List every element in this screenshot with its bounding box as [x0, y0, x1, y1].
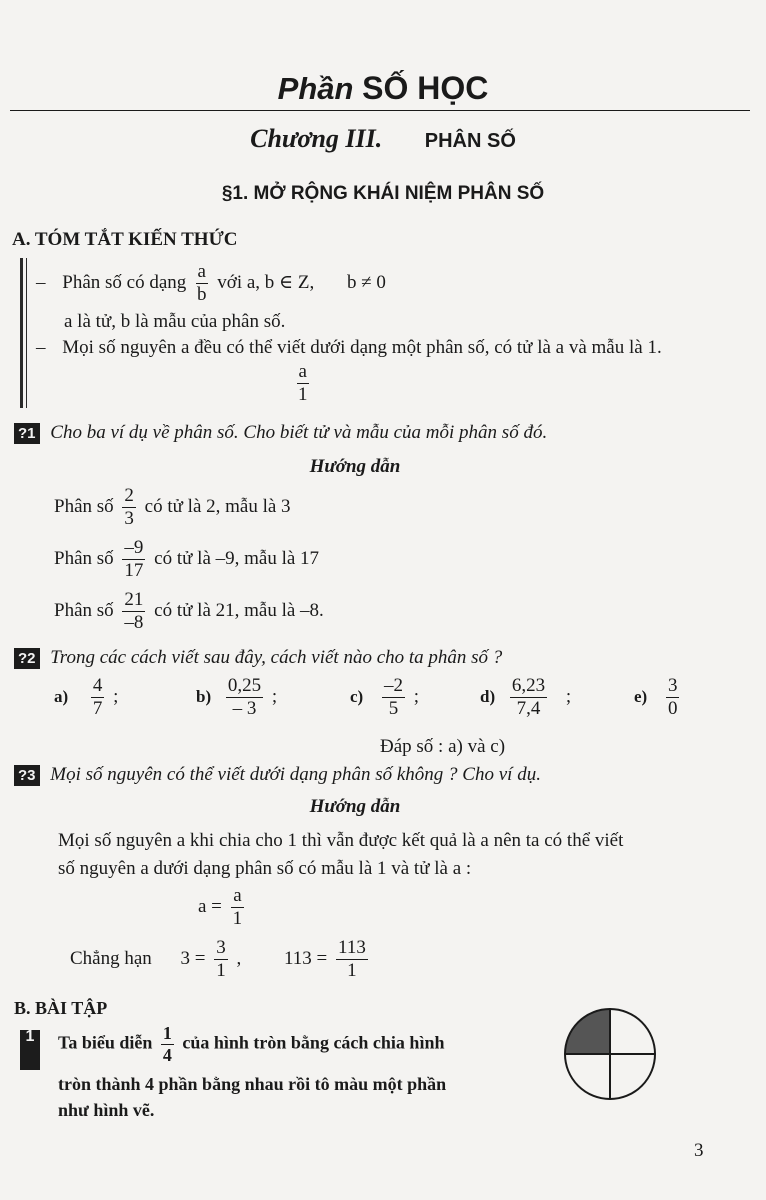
fraction — [510, 676, 547, 719]
exercise-line-1 — [58, 1024, 444, 1065]
numerator: 2 — [124, 485, 134, 506]
fraction — [122, 486, 136, 529]
example-1 — [54, 486, 291, 529]
fraction — [122, 590, 145, 633]
fraction-a-1 — [296, 362, 310, 405]
option-c — [350, 676, 419, 719]
text: Phân số — [54, 599, 114, 621]
exercise-line-2: tròn thành 4 phần bằng nhau rồi tô màu một phần — [58, 1074, 447, 1094]
numerator: a — [233, 885, 242, 906]
option-b — [196, 676, 277, 719]
equation — [198, 886, 248, 929]
summary-line-3 — [36, 337, 662, 359]
part-prefix: Phần — [277, 71, 354, 106]
summary-bar-thin — [26, 258, 27, 408]
numerator: 3 — [667, 675, 678, 696]
numerator: 21 — [124, 589, 144, 610]
text: Ta biểu diễn — [58, 1032, 153, 1053]
summary-line-2: a là tử, b là mẫu của phân số. — [64, 311, 286, 332]
question-badge: ?2 — [14, 648, 40, 669]
option-label: c) — [350, 686, 364, 706]
text: Phân số — [54, 547, 114, 569]
fraction — [91, 676, 105, 719]
denominator: 4 — [162, 1044, 172, 1065]
numerator: –2 — [383, 675, 403, 696]
question-3 — [14, 764, 541, 786]
explanation-line-2: số nguyên a dưới dạng phân số có mẫu là 1 và tử là a : — [58, 858, 472, 879]
fraction — [122, 538, 145, 581]
numerator: 6,23 — [511, 675, 546, 696]
guide-heading: Hướng dẫn — [309, 796, 401, 817]
denominator: 7,4 — [516, 697, 541, 719]
option-d — [480, 676, 571, 719]
separator: ; — [271, 685, 278, 707]
condition: b ≠ 0 — [346, 271, 386, 293]
exercise-number: 1 — [25, 1028, 35, 1045]
text: Mọi số nguyên a đều có thể viết dưới dạng một phân số, có tử là a và mẫu là 1. — [62, 337, 662, 358]
separator: ; — [413, 685, 419, 707]
text: của hình tròn bằng cách chia hình — [182, 1032, 445, 1053]
text: Phân số — [54, 495, 114, 517]
summary-line-1 — [36, 262, 386, 305]
fraction — [214, 938, 228, 981]
quarter-circle-figure — [560, 1004, 660, 1104]
example-row — [70, 938, 372, 981]
chapter-title: PHÂN SỐ — [424, 130, 516, 152]
exercise-number-box — [20, 1030, 40, 1070]
lhs: a = — [198, 895, 222, 917]
option-label: a) — [54, 686, 69, 706]
fraction — [382, 676, 405, 719]
fraction — [336, 938, 368, 981]
denominator: 1 — [216, 959, 226, 981]
denominator: 17 — [124, 559, 144, 581]
denominator: 3 — [124, 507, 134, 529]
text: có tử là 2, mẫu là 3 — [144, 495, 291, 517]
header-rule — [10, 110, 750, 111]
denominator: 1 — [232, 907, 243, 929]
part-name: SỐ HỌC — [362, 70, 489, 106]
fraction — [231, 886, 245, 929]
text: có tử là –9, mẫu là 17 — [154, 547, 320, 569]
option-label: e) — [634, 686, 648, 706]
question-1 — [14, 422, 547, 444]
separator: ; — [113, 685, 119, 707]
denominator: 1 — [347, 959, 357, 981]
example-3 — [54, 590, 324, 633]
question-badge: ?1 — [14, 423, 40, 444]
section-title: §1. MỞ RỘNG KHÁI NIỆM PHÂN SỐ — [221, 183, 545, 204]
text: với a, b ∈ Z, — [217, 271, 315, 293]
fraction — [666, 676, 680, 719]
text: Phân số có dạng — [62, 271, 187, 293]
numerator: a — [298, 361, 307, 382]
denominator: 5 — [388, 697, 399, 719]
summary-bar — [20, 258, 23, 408]
guide-heading: Hướng dẫn — [309, 456, 401, 477]
lhs: 3 = — [180, 947, 206, 969]
answer: Đáp số : a) và c) — [380, 736, 506, 757]
question-text: Trong các cách viết sau đây, cách viết nào cho ta phân số ? — [50, 647, 503, 668]
denominator: 7 — [92, 697, 103, 719]
numerator: –9 — [124, 537, 144, 558]
question-2 — [14, 647, 502, 669]
part-title — [0, 70, 766, 107]
denominator: –8 — [124, 611, 144, 633]
explanation-line-1: Mọi số nguyên a khi chia cho 1 thì vẫn được kết quả là a nên ta có thể viết — [58, 830, 624, 851]
dash: – — [36, 337, 46, 358]
numerator: 113 — [338, 937, 366, 958]
page-number: 3 — [694, 1140, 704, 1161]
lhs: 113 = — [284, 947, 328, 969]
fraction-a-b — [195, 262, 209, 305]
question-text: Mọi số nguyên có thể viết dưới dạng phân số không ? Cho ví dụ. — [50, 764, 541, 785]
denominator: 1 — [298, 383, 308, 405]
option-e — [634, 676, 683, 719]
fraction — [226, 676, 263, 719]
question-text: Cho ba ví dụ về phân số. Cho biết tử và mẫu của mỗi phân số đó. — [50, 422, 548, 443]
example-label: Chẳng hạn — [70, 947, 152, 969]
exercise-line-3: như hình vẽ. — [58, 1100, 155, 1120]
section-a-heading: A. TÓM TẮT KIẾN THỨC — [12, 229, 238, 250]
section-b-heading: B. BÀI TẬP — [14, 998, 108, 1018]
numerator: 4 — [92, 675, 103, 696]
denominator: 0 — [667, 697, 678, 719]
chapter-label: Chương III. — [250, 124, 383, 153]
dash: – — [36, 271, 46, 293]
numerator: 0,25 — [227, 675, 262, 696]
fraction — [161, 1024, 174, 1065]
denominator: b — [197, 283, 207, 305]
numerator: a — [197, 261, 206, 282]
option-a — [54, 676, 118, 719]
example-2 — [54, 538, 319, 581]
separator: ; — [565, 685, 572, 707]
separator: , — [236, 947, 242, 969]
numerator: 3 — [216, 937, 226, 958]
chapter-heading — [0, 124, 766, 154]
summary-fraction — [292, 362, 314, 405]
denominator: – 3 — [232, 697, 257, 719]
option-label: b) — [196, 686, 212, 706]
text: có tử là 21, mẫu là –8. — [154, 599, 324, 621]
numerator: 1 — [162, 1023, 172, 1043]
option-label: d) — [480, 686, 496, 706]
question-badge: ?3 — [14, 765, 40, 786]
